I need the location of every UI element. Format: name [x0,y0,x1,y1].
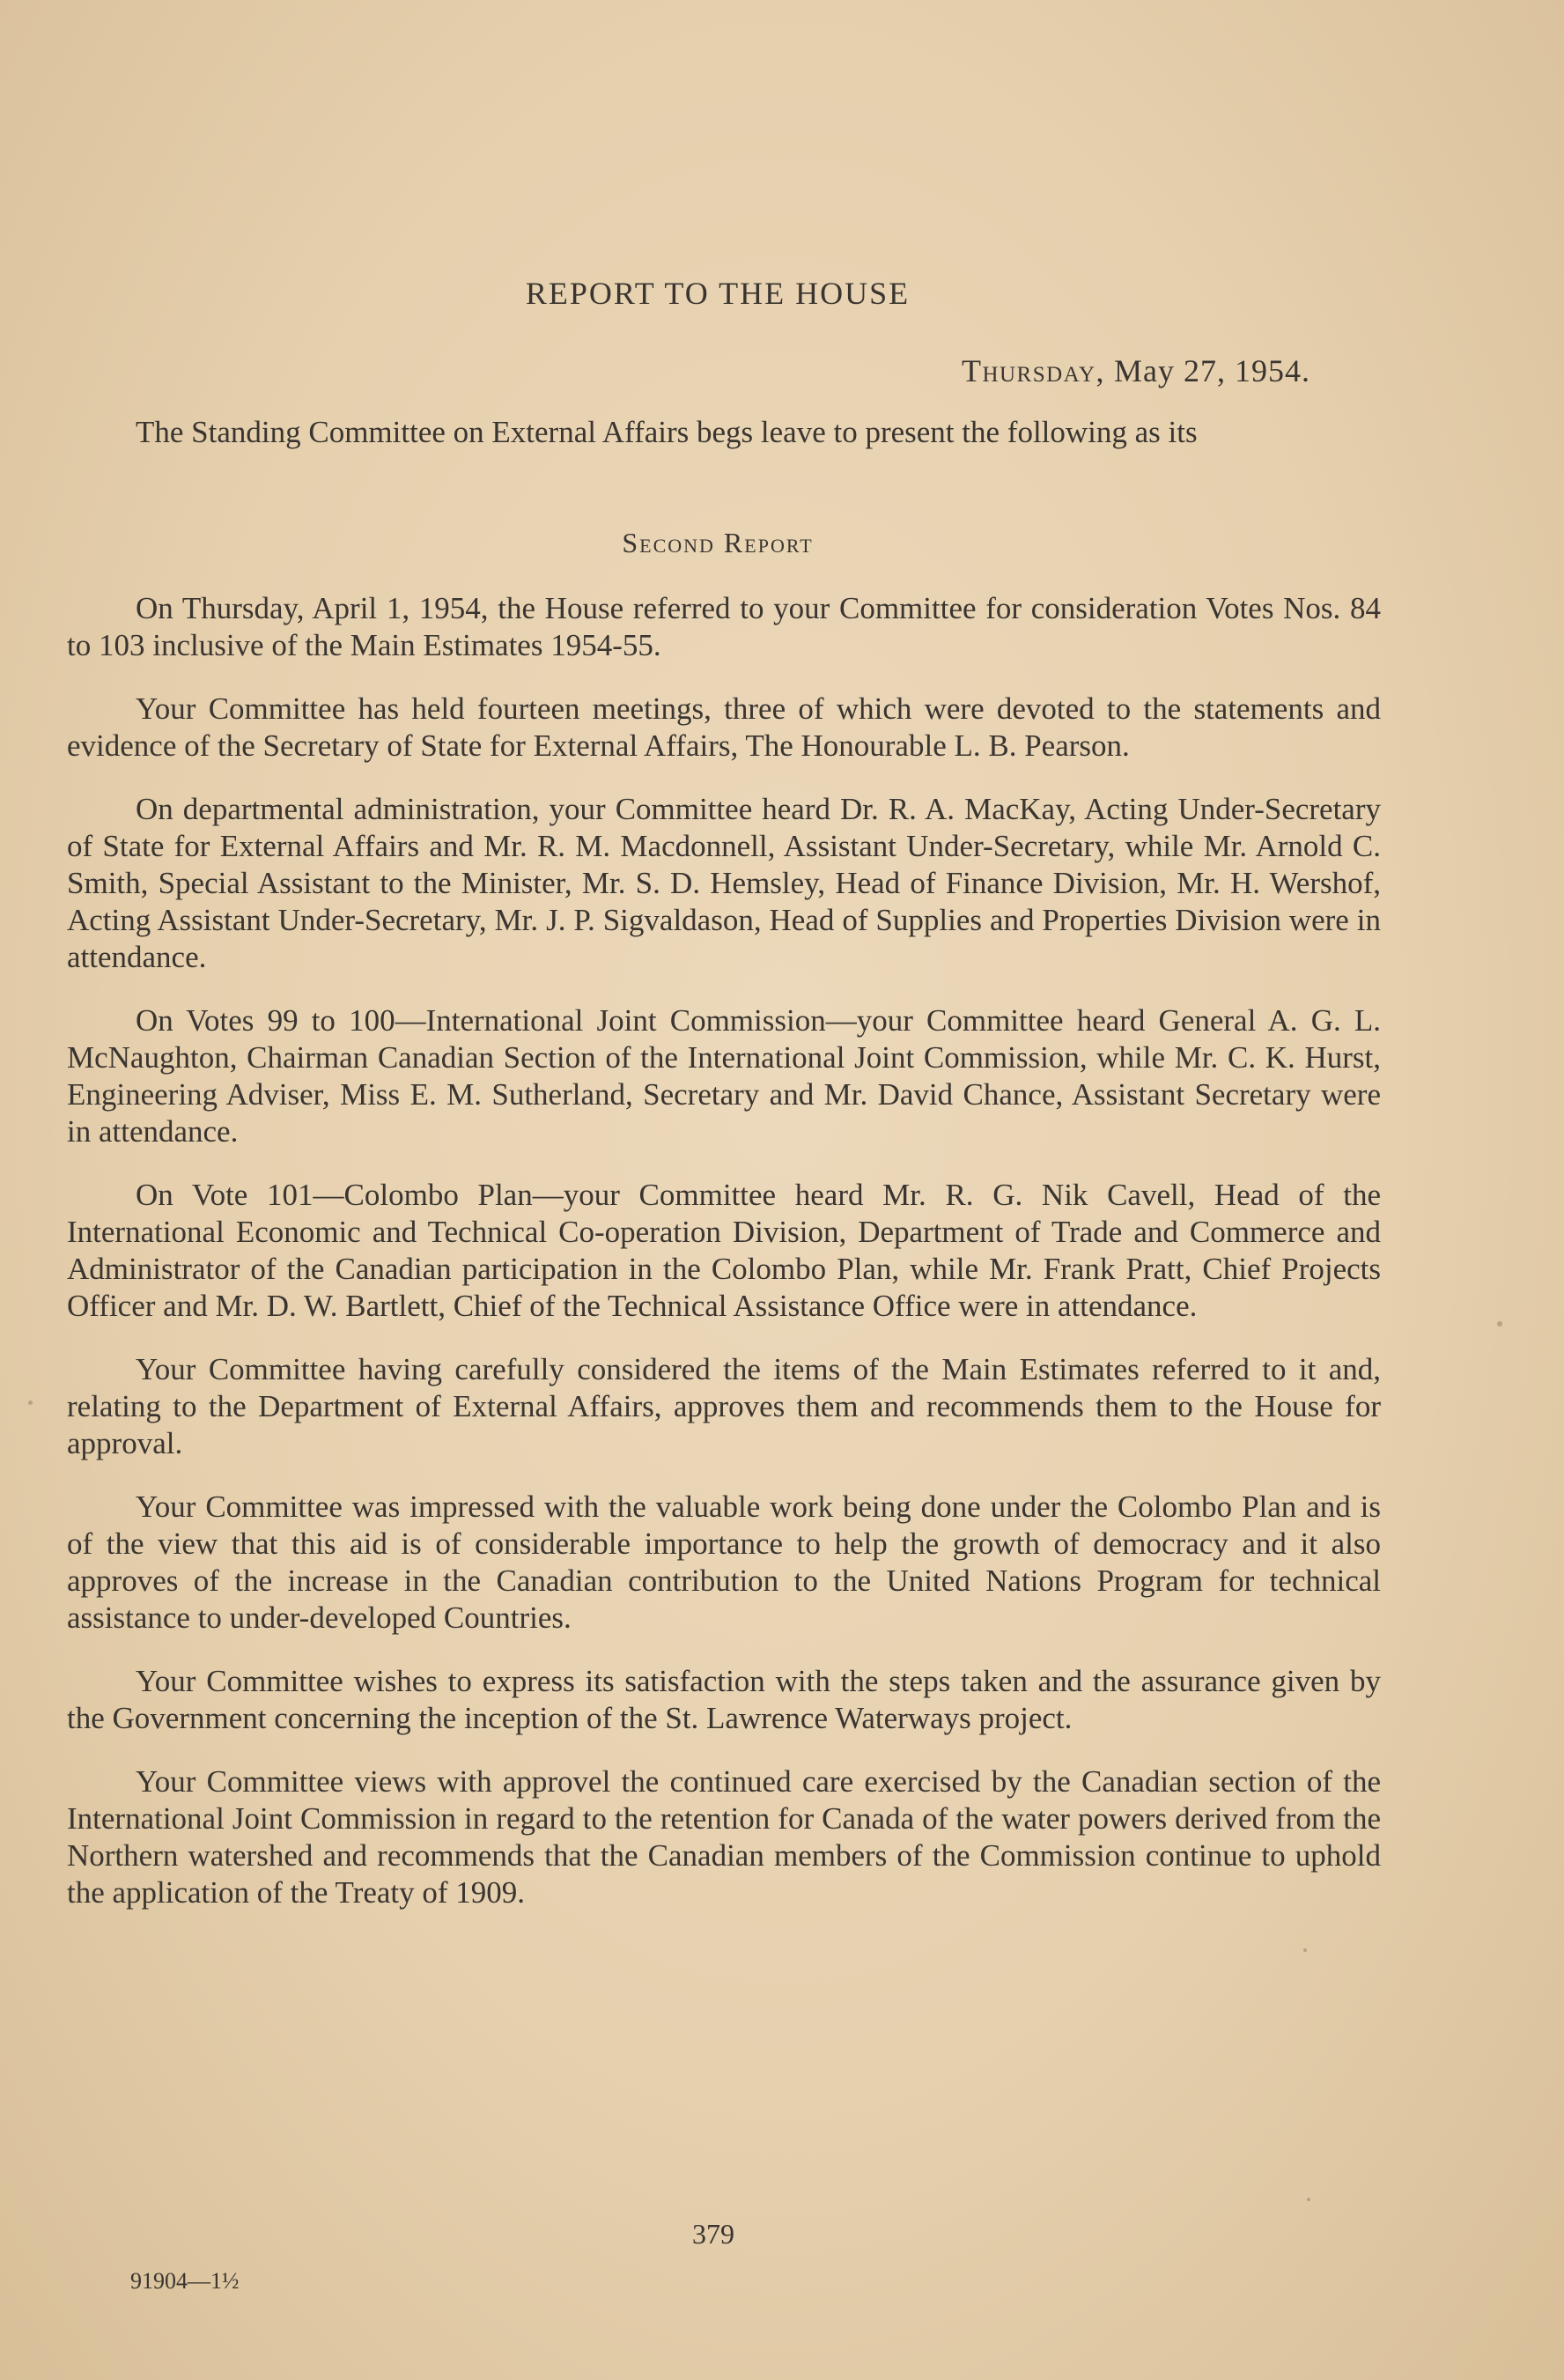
paper-speck [1497,1321,1502,1327]
footer-code: 91904—1½ [130,2268,240,2294]
paper-speck [1307,2198,1310,2201]
paragraph-colombo-plan: On Vote 101—Colombo Plan—your Committee heard Mr. R. G. Nik Cavell, Head of the International Economic and Technical Co-operation Division, Department of Trade and Commerce and Administrator of the Canadian participation in the Colombo Plan, while Mr. Frank Pratt, Chief Projects Officer and Mr. D. W. Bartlett, Chief of the Technical Assistance Office were in attendance. [67,1178,1381,1323]
report-date [881,352,1310,389]
page-number: 379 [692,2218,734,2250]
document-title: REPORT TO THE HOUSE [525,276,911,311]
paper-speck [1303,1948,1307,1952]
paragraph-joint-commission: On Votes 99 to 100—International Joint Commission—your Committee heard General A. G. L. McNaughton, Chairman Canadian Section of the International Joint Commission, while Mr. C. K. Hurst, Engineering Adviser, Miss E. M. Sutherland, Secretary and Mr. David Chance, Assistant Secretary were in attendance. [67,1003,1381,1149]
intro-paragraph: The Standing Committee on External Affairs begs leave to present the following as its [136,415,1198,449]
report-body [67,590,1381,1938]
paragraph-water-powers: Your Committee views with approvel the continued care exercised by the Canadian section of the International Joint Commission in regard to the retention for Canada of the water powers derived from the Northern watershed and recommends that the Canadian members of the Commission continue to uphold the application of the Treaty of 1909. [67,1764,1381,1910]
report-date-rest: May 27, 1954. [1105,353,1310,388]
report-date-day: Thursday, [961,353,1105,388]
paragraph-meetings: Your Committee has held fourteen meetings, three of which were devoted to the statements and evidence of the Secretary of State for External Affairs, The Honourable L. B. Pearson. [67,691,1381,763]
paragraph-referral: On Thursday, April 1, 1954, the House referred to your Committee for consideration Votes Nos. 84 to 103 inclusive of the Main Estimates 1954-55. [67,591,1381,662]
section-heading: Second Report [622,527,814,558]
paragraph-waterways: Your Committee wishes to express its satisfaction with the steps taken and the assurance given by the Government concerning the inception of the St. Lawrence Waterways project. [67,1664,1381,1735]
paragraph-approval: Your Committee having carefully considered the items of the Main Estimates referred to it and, relating to the Department of External Affairs, approves them and recommends them to the House for approval. [67,1352,1381,1460]
paper-speck [28,1401,33,1405]
paragraph-administration: On departmental administration, your Committee heard Dr. R. A. MacKay, Acting Under-Secretary of State for External Affairs and Mr. R. M. Macdonnell, Assistant Under-Secretary, while Mr. Arnold C. Smith, Special Assistant to the Minister, Mr. S. D. Hemsley, Head of Finance Division, Mr. H. Wershof, Acting Assistant Under-Secretary, Mr. J. P. Sigvaldason, Head of Supplies and Properties Division were in attendance. [67,792,1381,974]
paragraph-colombo-importance: Your Committee was impressed with the valuable work being done under the Colombo Plan and is of the view that this aid is of considerable importance to help the growth of democracy and it also approves of the increase in the Canadian contribution to the United Nations Program for technical assistance to under-developed Countries. [67,1489,1381,1635]
